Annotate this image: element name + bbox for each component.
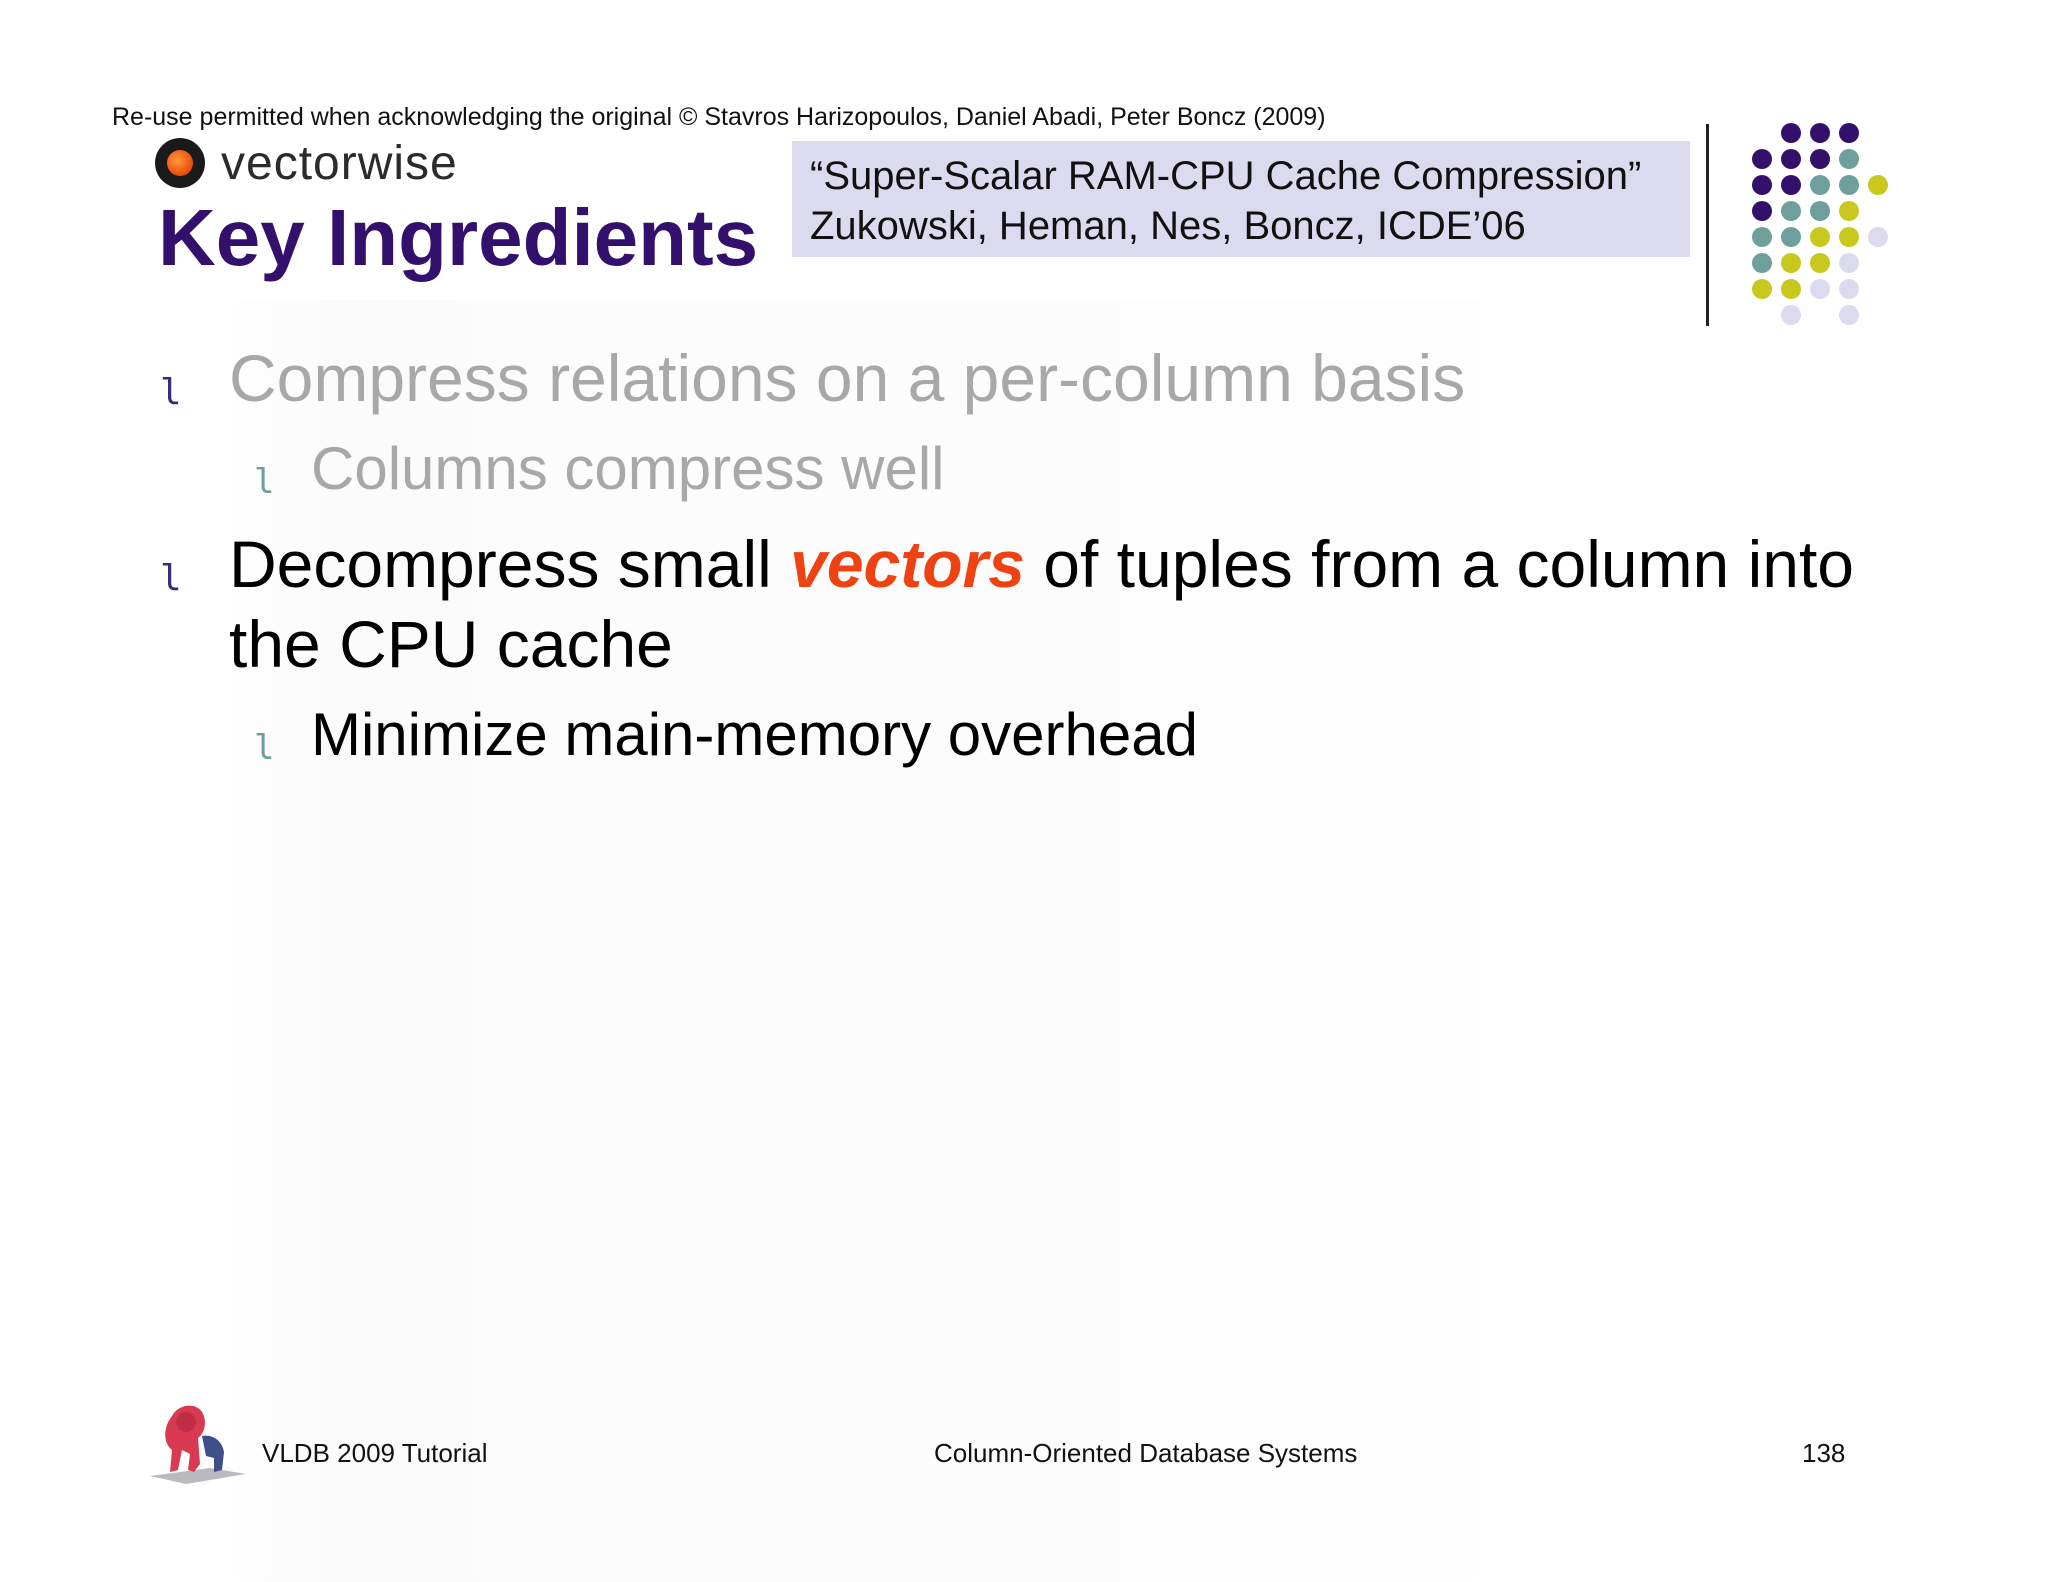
- decorative-dot: [1810, 227, 1830, 247]
- header-divider: [1706, 124, 1709, 326]
- bullet-1-text: Compress relations on a per-column basis: [229, 341, 1466, 415]
- decorative-dot: [1781, 227, 1801, 247]
- decorative-dot: [1810, 149, 1830, 169]
- decorative-dot: [1839, 227, 1859, 247]
- decorative-dot: [1752, 149, 1772, 169]
- slide-title: Key Ingredients: [158, 193, 759, 282]
- decorative-dot: [1752, 201, 1772, 221]
- copyright-notice: Re-use permitted when acknowledging the original © Stavros Harizopoulos, Daniel Abadi, Peter Boncz (2009): [112, 103, 1326, 131]
- decorative-dot: [1781, 201, 1801, 221]
- reference-box: [792, 141, 1690, 257]
- decorative-dot: [1839, 279, 1859, 299]
- sub-bullet-marker: l: [254, 728, 275, 768]
- decorative-dot: [1752, 175, 1772, 195]
- decorative-dot: [1868, 175, 1888, 195]
- bullet-2-sub-1-text: Minimize main-memory overhead: [311, 701, 1198, 768]
- decorative-dot: [1839, 123, 1859, 143]
- decorative-dot: [1810, 123, 1830, 143]
- bullet-marker: l: [160, 372, 182, 413]
- decorative-dot: [1781, 175, 1801, 195]
- bullet-2-text-after: of tuples from a column into: [1024, 527, 1855, 601]
- decorative-dot: [1752, 227, 1772, 247]
- bullet-marker: l: [160, 558, 182, 599]
- decorative-dot: [1752, 279, 1772, 299]
- bullet-2-emphasis: vectors: [790, 527, 1025, 601]
- reference-authors: Zukowski, Heman, Nes, Boncz, ICDE’06: [810, 204, 1526, 248]
- decorative-dot: [1810, 279, 1830, 299]
- sub-bullet-marker: l: [254, 462, 275, 502]
- decorative-dot: [1839, 175, 1859, 195]
- vectorwise-logo-mark-icon: [155, 138, 205, 188]
- footer-center: Column-Oriented Database Systems: [934, 1438, 1358, 1468]
- bullet-2-text: [229, 526, 1854, 602]
- decorative-dot: [1752, 253, 1772, 273]
- lion-statue-icon: [148, 1400, 248, 1485]
- decorative-dot: [1839, 253, 1859, 273]
- decorative-dot: [1781, 123, 1801, 143]
- decorative-dot: [1839, 305, 1859, 325]
- decorative-dot: [1839, 201, 1859, 221]
- bullet-1-sub-1-text: Columns compress well: [311, 435, 945, 502]
- decorative-dot: [1781, 253, 1801, 273]
- page-number: 138: [1802, 1438, 1846, 1468]
- bullet-2-text-before: Decompress small: [229, 527, 791, 601]
- decorative-dot: [1781, 305, 1801, 325]
- vectorwise-logo-text: vectorwise: [221, 136, 458, 190]
- decorative-dot: [1839, 149, 1859, 169]
- footer-left: VLDB 2009 Tutorial: [262, 1438, 488, 1468]
- bullet-2-text-line-2: the CPU cache: [229, 607, 673, 681]
- decorative-dot: [1781, 149, 1801, 169]
- decorative-dot: [1810, 201, 1830, 221]
- decorative-dot: [1868, 227, 1888, 247]
- decorative-dot: [1810, 253, 1830, 273]
- reference-title: “Super-Scalar RAM-CPU Cache Compression”: [810, 154, 1642, 198]
- vectorwise-logo: [155, 135, 458, 191]
- decorative-dot: [1810, 175, 1830, 195]
- decorative-dot: [1781, 279, 1801, 299]
